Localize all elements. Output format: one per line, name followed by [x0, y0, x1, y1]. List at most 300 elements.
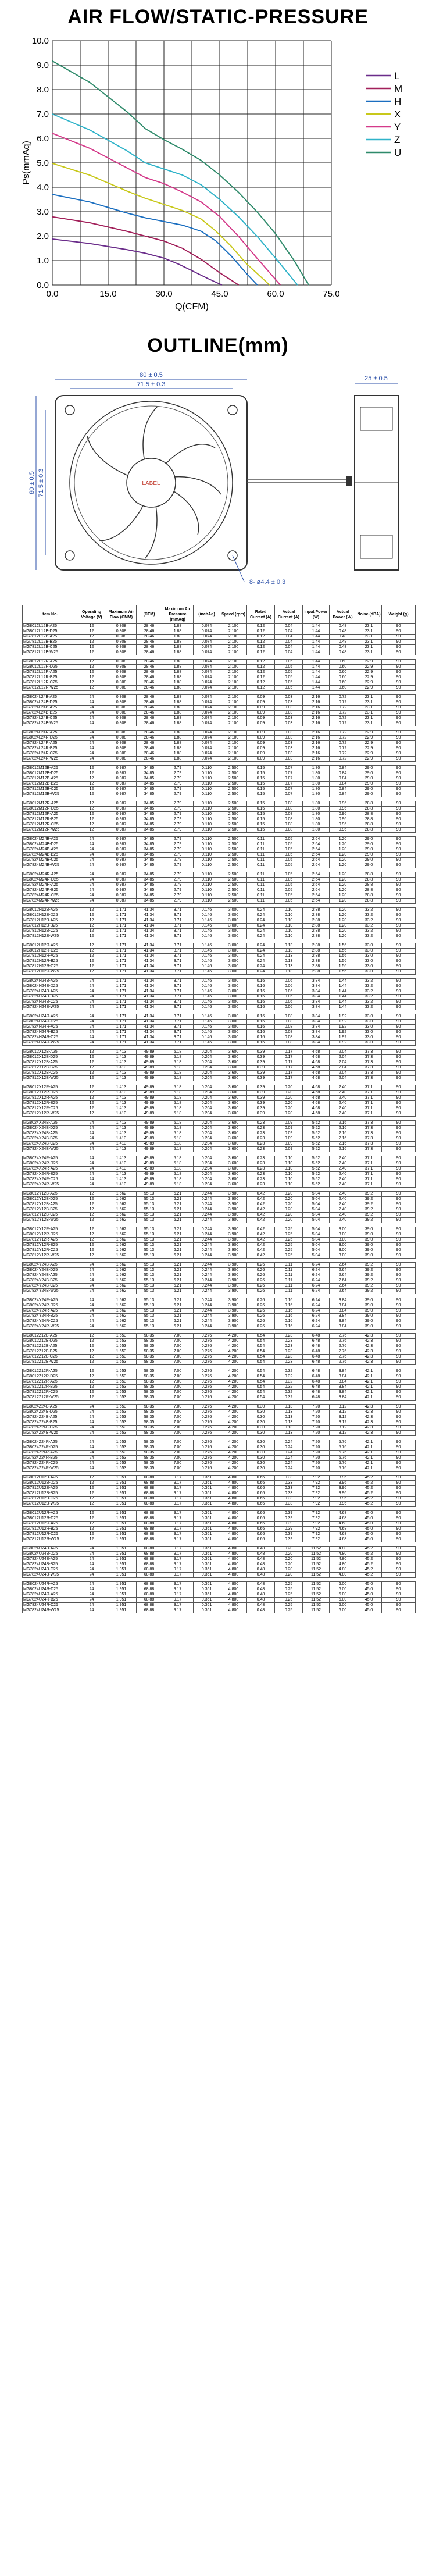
table-cell: 55.13 — [137, 1232, 162, 1238]
table-cell: 37.1 — [356, 1111, 382, 1117]
table-row — [23, 1156, 416, 1161]
column-header: Actual Power (W) — [330, 605, 356, 624]
table-cell: 5.04 — [303, 1248, 330, 1253]
table-cell: 0.244 — [194, 1324, 220, 1330]
table-cell: 0.08 — [275, 1020, 303, 1025]
table-cell: 12 — [77, 929, 106, 934]
table-cell: 0.09 — [247, 711, 275, 716]
table-cell: 0.54 — [247, 1395, 275, 1401]
table-row — [23, 1218, 416, 1223]
table-cell: 45.2 — [356, 1567, 382, 1573]
table-cell: 34.85 — [137, 837, 162, 842]
table-cell: 24 — [77, 1552, 106, 1557]
table-cell: MG7824X24B-B25 — [23, 1136, 77, 1142]
table-cell: 29.0 — [356, 771, 382, 776]
table-cell: 2.16 — [330, 1131, 356, 1136]
table-cell: 24 — [77, 1278, 106, 1284]
group-spacer — [23, 1436, 416, 1440]
table-row — [23, 1131, 416, 1136]
table-cell: 49.89 — [137, 1076, 162, 1081]
table-cell: 0.987 — [106, 828, 137, 833]
table-cell: 0.42 — [247, 1197, 275, 1202]
table-cell: 0.361 — [194, 1522, 220, 1527]
table-cell: 0.204 — [194, 1172, 220, 1177]
table-row — [23, 1076, 416, 1081]
table-cell: 3,000 — [220, 959, 247, 964]
table-cell: 1.653 — [106, 1395, 137, 1401]
table-cell: 90 — [382, 847, 416, 853]
table-cell: 0.54 — [247, 1355, 275, 1360]
table-cell: 12 — [77, 817, 106, 822]
table-cell: 90 — [382, 1481, 416, 1486]
table-cell: 1.80 — [303, 766, 330, 771]
table-cell: 3,000 — [220, 1025, 247, 1030]
group-spacer — [23, 975, 416, 979]
table-cell: MG8024H24B-D25 — [23, 984, 77, 989]
table-cell: 90 — [382, 1380, 416, 1385]
table-cell: 3.71 — [162, 943, 194, 949]
table-cell: 24 — [77, 1573, 106, 1578]
table-cell: 0.361 — [194, 1516, 220, 1522]
table-cell: 12 — [77, 787, 106, 792]
table-cell: 1.653 — [106, 1349, 137, 1355]
table-row — [23, 771, 416, 776]
table-cell: 0.20 — [275, 1562, 303, 1567]
table-cell: 49.89 — [137, 1136, 162, 1142]
table-cell: 7.92 — [303, 1481, 330, 1486]
table-cell: 55.13 — [137, 1324, 162, 1330]
table-row — [23, 1182, 416, 1188]
table-cell: 6.24 — [303, 1324, 330, 1330]
table-cell: 28.46 — [137, 635, 162, 640]
table-cell: 12 — [77, 1516, 106, 1522]
table-cell: 0.24 — [247, 913, 275, 918]
table-cell: 1.56 — [330, 959, 356, 964]
table-cell: MG7812Y12B-B25 — [23, 1207, 77, 1213]
table-cell: 45.0 — [356, 1511, 382, 1516]
table-cell: 33.2 — [356, 924, 382, 929]
table-cell: 28.8 — [356, 899, 382, 904]
group-spacer — [23, 833, 416, 837]
table-cell: 34.85 — [137, 817, 162, 822]
table-cell: 1.562 — [106, 1202, 137, 1207]
table-cell: 6.21 — [162, 1263, 194, 1268]
table-cell: 0.32 — [275, 1369, 303, 1374]
table-cell: 34.85 — [137, 872, 162, 878]
table-cell: 4,800 — [220, 1608, 247, 1613]
table-cell: 12 — [77, 792, 106, 797]
table-cell: 0.11 — [275, 1284, 303, 1289]
table-cell: MG7812X12R-W25 — [23, 1111, 77, 1117]
table-row — [23, 1582, 416, 1587]
column-header: Weight (g) — [382, 605, 416, 624]
table-cell: 90 — [382, 1557, 416, 1562]
table-cell: 6.21 — [162, 1232, 194, 1238]
table-cell: 6.48 — [303, 1390, 330, 1395]
table-cell: MG7812X12B-B25 — [23, 1066, 77, 1071]
table-cell: 0.110 — [194, 863, 220, 868]
table-cell: 0.09 — [247, 731, 275, 736]
table-cell: 3,000 — [220, 954, 247, 959]
table-cell: 0.204 — [194, 1060, 220, 1066]
table-cell: 4,800 — [220, 1532, 247, 1537]
table-cell: 1.653 — [106, 1451, 137, 1456]
table-cell: 3.96 — [330, 1481, 356, 1486]
table-cell: 6.48 — [303, 1355, 330, 1360]
table-cell: 1.44 — [330, 995, 356, 1000]
table-cell: 41.34 — [137, 959, 162, 964]
table-cell: 2.64 — [303, 837, 330, 842]
table-cell: 58.35 — [137, 1466, 162, 1472]
table-cell: 3,900 — [220, 1243, 247, 1248]
table-cell: 1.951 — [106, 1511, 137, 1516]
table-cell: MG7812H12R-W25 — [23, 970, 77, 975]
table-cell: 0.110 — [194, 847, 220, 853]
table-row — [23, 650, 416, 655]
table-cell: 0.110 — [194, 828, 220, 833]
table-cell: MG8012M12B-D25 — [23, 771, 77, 776]
table-cell: 0.20 — [275, 1547, 303, 1552]
table-cell: 90 — [382, 801, 416, 807]
dim-hole-text: 8- ø4.4 ± 0.3 — [249, 579, 286, 586]
table-cell: 2.79 — [162, 878, 194, 883]
table-cell: 7.20 — [303, 1426, 330, 1431]
table-cell: 90 — [382, 1050, 416, 1055]
table-cell: 45.0 — [356, 1527, 382, 1532]
table-cell: 0.204 — [194, 1071, 220, 1076]
table-cell: 0.33 — [275, 1476, 303, 1481]
table-cell: 0.204 — [194, 1050, 220, 1055]
table-cell: 24 — [77, 899, 106, 904]
table-cell: 0.12 — [247, 680, 275, 686]
table-cell: 2,100 — [220, 650, 247, 655]
table-cell: 24 — [77, 1172, 106, 1177]
table-cell: 90 — [382, 640, 416, 645]
table-cell: 11.52 — [303, 1608, 330, 1613]
table-cell: MG7812Z12R-B25 — [23, 1385, 77, 1390]
table-cell: 29.0 — [356, 792, 382, 797]
table-cell: 1.562 — [106, 1213, 137, 1218]
column-header: (inchAq) — [194, 605, 220, 624]
table-cell: 9.17 — [162, 1552, 194, 1557]
table-cell: 90 — [382, 1213, 416, 1218]
table-cell: 0.146 — [194, 908, 220, 913]
table-cell: 0.05 — [275, 665, 303, 670]
table-cell: 3,000 — [220, 1035, 247, 1041]
table-cell: 90 — [382, 970, 416, 975]
table-cell: 1.88 — [162, 629, 194, 635]
table-cell: MG8024L24B-D25 — [23, 700, 77, 706]
table-cell: 1.44 — [303, 665, 330, 670]
table-cell: 0.08 — [275, 801, 303, 807]
table-cell: 68.88 — [137, 1603, 162, 1608]
table-row — [23, 1096, 416, 1101]
table-cell: 0.110 — [194, 801, 220, 807]
table-cell: 45.2 — [356, 1557, 382, 1562]
table-cell: 0.276 — [194, 1374, 220, 1380]
table-cell: 2.88 — [303, 959, 330, 964]
table-cell: 90 — [382, 1066, 416, 1071]
table-cell: 0.276 — [194, 1385, 220, 1390]
legend-label-u: U — [394, 147, 402, 158]
table-cell: MG7812L12R-C25 — [23, 680, 77, 686]
table-cell: 5.18 — [162, 1066, 194, 1071]
table-cell: 0.204 — [194, 1091, 220, 1096]
table-cell: 90 — [382, 954, 416, 959]
table-cell: 0.60 — [330, 660, 356, 665]
table-cell: 3.71 — [162, 989, 194, 995]
table-cell: 0.146 — [194, 929, 220, 934]
table-cell: 0.276 — [194, 1395, 220, 1401]
table-cell: 0.110 — [194, 792, 220, 797]
table-cell: 7.92 — [303, 1486, 330, 1491]
table-cell: 2.79 — [162, 766, 194, 771]
table-cell: 49.89 — [137, 1091, 162, 1096]
legend-label-h: H — [394, 96, 402, 107]
legend-label-x: X — [394, 109, 401, 120]
table-cell: 5.18 — [162, 1182, 194, 1188]
table-cell: 24 — [77, 1582, 106, 1587]
table-cell: 41.34 — [137, 984, 162, 989]
table-row — [23, 766, 416, 771]
table-cell: 5.18 — [162, 1142, 194, 1147]
table-cell: 45.2 — [356, 1573, 382, 1578]
table-cell: 90 — [382, 1096, 416, 1101]
table-cell: 0.84 — [330, 782, 356, 787]
table-cell: 2.79 — [162, 899, 194, 904]
table-cell: 42.3 — [356, 1334, 382, 1339]
table-cell: 0.42 — [247, 1248, 275, 1253]
table-cell: 0.08 — [275, 1014, 303, 1020]
table-cell: 12 — [77, 807, 106, 812]
table-cell: 28.46 — [137, 757, 162, 762]
group-spacer — [23, 1294, 416, 1298]
table-cell: 0.244 — [194, 1319, 220, 1324]
table-cell: 4.68 — [303, 1091, 330, 1096]
table-cell: 4,200 — [220, 1415, 247, 1420]
series-line-h — [52, 194, 258, 285]
table-cell: 4,800 — [220, 1497, 247, 1502]
group-spacer — [23, 1365, 416, 1369]
table-cell: 0.11 — [247, 878, 275, 883]
table-cell: 42.1 — [356, 1390, 382, 1395]
table-cell: 55.13 — [137, 1284, 162, 1289]
table-cell: 1.413 — [106, 1055, 137, 1060]
table-cell: 0.84 — [330, 787, 356, 792]
table-cell: 41.34 — [137, 1005, 162, 1010]
table-cell: 0.15 — [247, 787, 275, 792]
table-row — [23, 1349, 416, 1355]
table-cell: 0.23 — [275, 1360, 303, 1365]
column-header: Actual Current (A) — [275, 605, 303, 624]
table-cell: 0.110 — [194, 853, 220, 858]
table-cell: 12 — [77, 1243, 106, 1248]
table-cell: 0.244 — [194, 1238, 220, 1243]
table-cell: 0.06 — [275, 984, 303, 989]
y-tick-label: 2.0 — [37, 231, 49, 241]
table-cell: 0.42 — [247, 1192, 275, 1197]
table-cell: 1.171 — [106, 924, 137, 929]
table-cell: 90 — [382, 1106, 416, 1111]
table-cell: MG8024U24R-D25 — [23, 1587, 77, 1592]
table-cell: 0.361 — [194, 1587, 220, 1592]
table-cell: 2.88 — [303, 918, 330, 924]
table-cell: 4,200 — [220, 1395, 247, 1401]
table-cell: 0.110 — [194, 893, 220, 899]
table-cell: 1.88 — [162, 670, 194, 675]
table-cell: 3,900 — [220, 1197, 247, 1202]
table-cell: 0.60 — [330, 686, 356, 691]
table-cell: 4.68 — [303, 1101, 330, 1106]
table-cell: 0.20 — [275, 1197, 303, 1202]
table-cell: 24 — [77, 893, 106, 899]
table-cell: 11.52 — [303, 1562, 330, 1567]
table-cell: 90 — [382, 1369, 416, 1374]
table-row — [23, 670, 416, 675]
table-cell: 3.84 — [330, 1369, 356, 1374]
table-cell: 1.92 — [330, 1041, 356, 1046]
table-cell: 0.03 — [275, 706, 303, 711]
table-cell: 3,000 — [220, 1041, 247, 1046]
table-cell: 1.413 — [106, 1085, 137, 1091]
table-cell: 0.39 — [275, 1511, 303, 1516]
table-cell: 24 — [77, 1000, 106, 1005]
table-cell: 0.16 — [247, 1020, 275, 1025]
table-cell: 90 — [382, 1431, 416, 1436]
table-cell: 24 — [77, 1608, 106, 1613]
table-cell: MG7824Y24B-A25 — [23, 1273, 77, 1278]
table-cell: 49.89 — [137, 1156, 162, 1161]
table-cell: 2.79 — [162, 787, 194, 792]
table-cell: 1.88 — [162, 721, 194, 726]
table-row — [23, 1041, 416, 1046]
table-cell: 0.10 — [275, 1156, 303, 1161]
table-cell: 2,500 — [220, 812, 247, 817]
table-cell: 0.13 — [275, 964, 303, 970]
table-cell: 3,900 — [220, 1232, 247, 1238]
table-cell: 0.48 — [247, 1603, 275, 1608]
table-cell: 1.20 — [330, 872, 356, 878]
table-cell: 3.71 — [162, 1005, 194, 1010]
table-cell: 0.08 — [275, 1025, 303, 1030]
table-cell: 0.244 — [194, 1309, 220, 1314]
table-cell: 39.2 — [356, 1213, 382, 1218]
table-cell: 39.2 — [356, 1278, 382, 1284]
table-cell: 1.653 — [106, 1415, 137, 1420]
table-cell: 0.72 — [330, 751, 356, 757]
table-cell: 45.0 — [356, 1516, 382, 1522]
table-cell: 1.653 — [106, 1420, 137, 1426]
group-spacer — [23, 691, 416, 695]
table-cell: 1.20 — [330, 893, 356, 899]
table-cell: 0.07 — [275, 787, 303, 792]
table-cell: 0.48 — [330, 629, 356, 635]
table-cell: 24 — [77, 872, 106, 878]
table-cell: 58.35 — [137, 1349, 162, 1355]
table-cell: 5.18 — [162, 1091, 194, 1096]
table-cell: 12 — [77, 1066, 106, 1071]
table-cell: 90 — [382, 1537, 416, 1542]
table-cell: 2.64 — [330, 1289, 356, 1294]
table-cell: MG7824Z24R-W25 — [23, 1466, 77, 1472]
table-cell: 5.52 — [303, 1182, 330, 1188]
table-cell: 9.17 — [162, 1608, 194, 1613]
table-cell: 4,200 — [220, 1405, 247, 1410]
table-cell: 12 — [77, 934, 106, 939]
table-cell: 1.44 — [303, 624, 330, 629]
spec-table — [22, 605, 416, 1613]
table-cell: 0.244 — [194, 1268, 220, 1273]
table-cell: 24 — [77, 1461, 106, 1466]
table-cell: 24 — [77, 1324, 106, 1330]
table-cell: MG7824L24B-W25 — [23, 721, 77, 726]
y-tick-label: 3.0 — [37, 207, 49, 217]
table-cell: 12 — [77, 686, 106, 691]
table-cell: 55.13 — [137, 1319, 162, 1324]
table-cell: MG7812X12R-A25 — [23, 1096, 77, 1101]
table-cell: 0.48 — [247, 1562, 275, 1567]
table-cell: 1.951 — [106, 1608, 137, 1613]
table-cell: 9.17 — [162, 1567, 194, 1573]
table-cell: 90 — [382, 888, 416, 893]
table-cell: 6.00 — [330, 1598, 356, 1603]
table-cell: 23.1 — [356, 650, 382, 655]
table-cell: 24 — [77, 984, 106, 989]
table-cell: MG7824M24R-B25 — [23, 888, 77, 893]
table-cell: 0.110 — [194, 771, 220, 776]
table-cell: 0.074 — [194, 695, 220, 700]
table-cell: 0.16 — [247, 1014, 275, 1020]
table-cell: 2,100 — [220, 731, 247, 736]
table-cell: 3.84 — [330, 1390, 356, 1395]
table-cell: 2,100 — [220, 635, 247, 640]
table-cell: 24 — [77, 1309, 106, 1314]
table-cell: 39.0 — [356, 1303, 382, 1309]
table-cell: 28.46 — [137, 731, 162, 736]
table-row — [23, 878, 416, 883]
table-cell: MG7824Y24R-B25 — [23, 1314, 77, 1319]
table-cell: 90 — [382, 1278, 416, 1284]
table-cell: 0.146 — [194, 943, 220, 949]
table-cell: MG7824Z24R-C25 — [23, 1461, 77, 1466]
table-cell: 90 — [382, 1587, 416, 1592]
table-cell: 42.3 — [356, 1405, 382, 1410]
group-spacer — [23, 1188, 416, 1192]
table-cell: 3.96 — [330, 1497, 356, 1502]
table-cell: 0.24 — [247, 924, 275, 929]
table-cell: 3,000 — [220, 924, 247, 929]
table-cell: 1.951 — [106, 1603, 137, 1608]
table-row — [23, 629, 416, 635]
table-cell: 4,800 — [220, 1511, 247, 1516]
table-cell: 0.03 — [275, 700, 303, 706]
table-row — [23, 1410, 416, 1415]
table-cell: 3.96 — [330, 1502, 356, 1507]
table-cell: 2.40 — [330, 1085, 356, 1091]
table-cell: 3,600 — [220, 1060, 247, 1066]
table-row — [23, 1050, 416, 1055]
table-cell: 0.204 — [194, 1055, 220, 1060]
table-cell: 0.13 — [275, 970, 303, 975]
table-cell: 90 — [382, 1085, 416, 1091]
table-row — [23, 1324, 416, 1330]
table-cell: 1.44 — [303, 629, 330, 635]
y-tick-label: 6.0 — [37, 134, 49, 144]
table-cell: 2.88 — [303, 954, 330, 959]
table-cell: 1.44 — [303, 645, 330, 650]
table-cell: 0.16 — [275, 1324, 303, 1330]
table-cell: 0.13 — [275, 1431, 303, 1436]
